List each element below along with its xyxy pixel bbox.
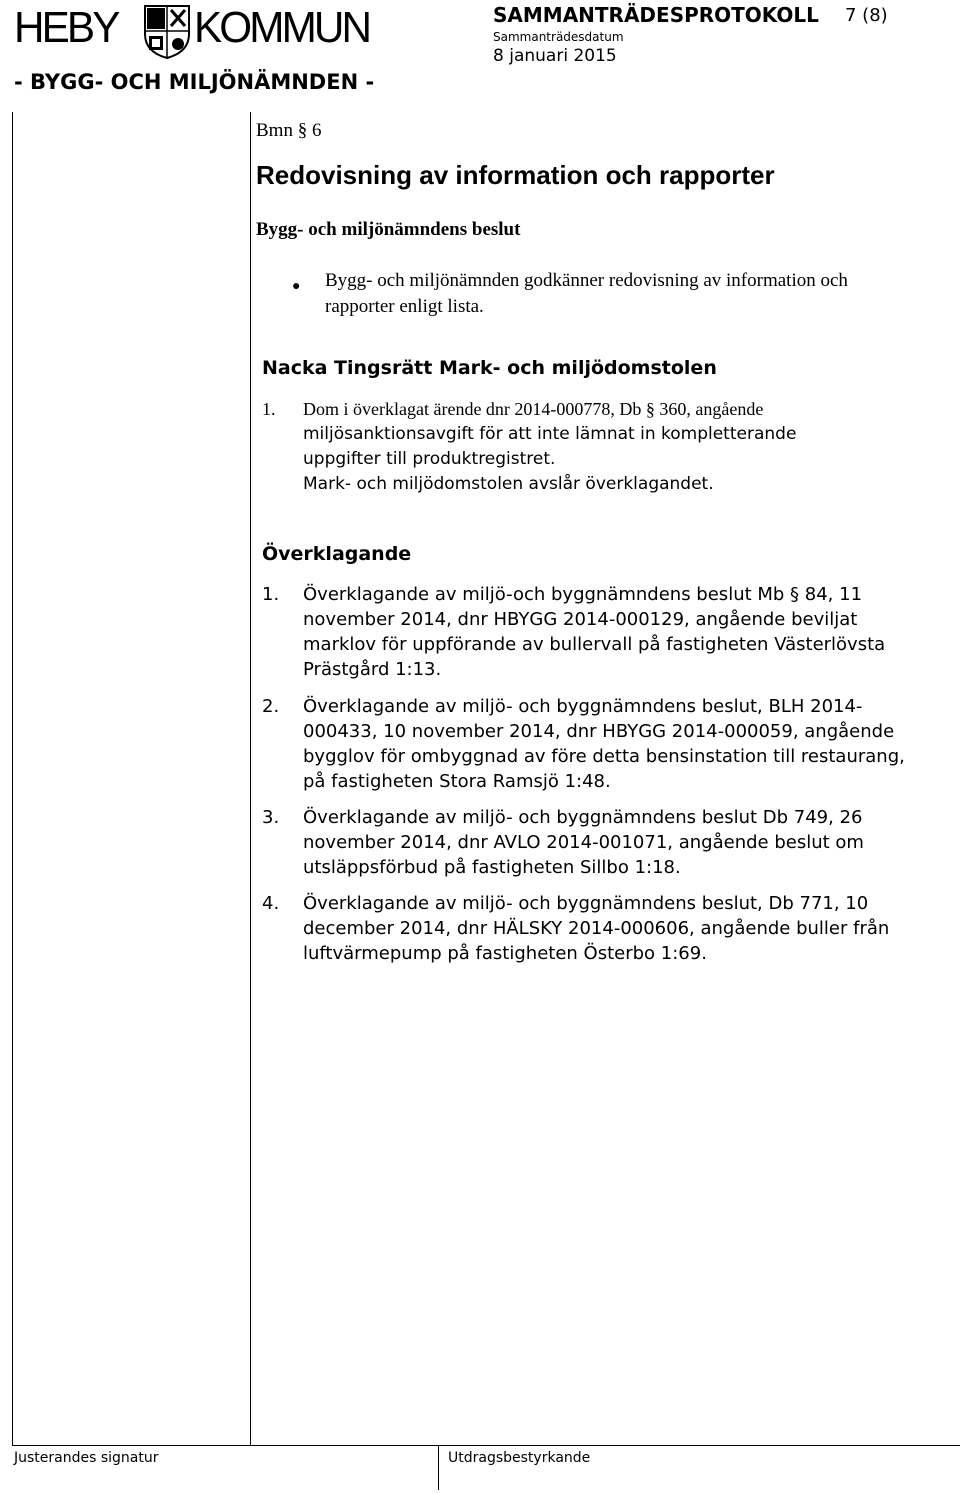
logo-heby: HEBY <box>14 3 118 52</box>
appeals-heading: Överklagande <box>262 543 412 565</box>
appeal-item-text: Överklagande av miljö- och byggnämndens beslut, BLH 2014- 000433, 10 november 2014, dnr HBYGG 2014-000059, angående bygglov för ombyggnad av före detta bensinstation till restaurang, på fastigheten Stora Ramsjö 1:48. <box>303 696 905 792</box>
logo-kommun: KOMMUN <box>194 3 370 52</box>
certification-label: Utdragsbestyrkande <box>448 1450 591 1466</box>
document-title: SAMMANTRÄDESPROTOKOLL <box>493 3 819 27</box>
left-margin-line <box>12 112 13 1445</box>
decision-heading: Bygg- och miljönämndens beslut <box>256 219 521 240</box>
signature-label: Justerandes signatur <box>14 1450 159 1466</box>
appeal-item-number: 1. <box>262 584 280 605</box>
footer-rule <box>12 1445 960 1446</box>
section-number: Bmn § 6 <box>256 120 322 141</box>
meeting-date-label: Sammanträdesdatum <box>493 30 624 44</box>
bullet-icon: ● <box>292 279 301 294</box>
appeal-item-text: Överklagande av miljö- och byggnämndens beslut Db 749, 26 november 2014, dnr AVLO 2014-001071, angående beslut om utsläppsförbud på fastigheten Sillbo 1:18. <box>303 807 864 878</box>
section-title: Redovisning av information och rapporter <box>256 160 775 190</box>
court-item-number: 1. <box>262 399 276 419</box>
court-heading: Nacka Tingsrätt Mark- och miljödomstolen <box>262 357 717 379</box>
meeting-date: 8 januari 2015 <box>493 46 617 66</box>
department-name: - BYGG- OCH MILJÖNÄMNDEN - <box>14 70 375 94</box>
appeal-item-number: 2. <box>262 696 280 717</box>
appeal-item-text: Överklagande av miljö- och byggnämndens beslut, Db 771, 10 december 2014, dnr HÄLSKY 2014-000606, angående buller från luftvärmepump på fastigheten Österbo 1:69. <box>303 893 890 964</box>
court-item-text: Dom i överklagat ärende dnr 2014-000778, Db § 360, angående miljösanktionsavgift för att inte lämnat in kompletterande uppgifter till produktregistret. Mark- och miljödomstolen avslår överklagandet. <box>303 399 797 494</box>
decision-text: Bygg- och miljönämnden godkänner redovisning av information och rapporter enligt lista. <box>325 270 848 317</box>
footer-divider <box>438 1445 439 1490</box>
appeal-item-number: 3. <box>262 807 280 828</box>
appeal-item-number: 4. <box>262 893 280 914</box>
appeal-item-text: Överklagande av miljö-och byggnämndens beslut Mb § 84, 11 november 2014, dnr HBYGG 2014-000129, angående beviljat marklov för uppförande av bullervall på fastigheten Västerlövsta Prästgård 1:13. <box>303 584 886 680</box>
text-margin-line <box>250 112 251 1445</box>
page-number: 7 (8) <box>845 5 888 26</box>
coat-of-arms-icon <box>143 4 191 60</box>
